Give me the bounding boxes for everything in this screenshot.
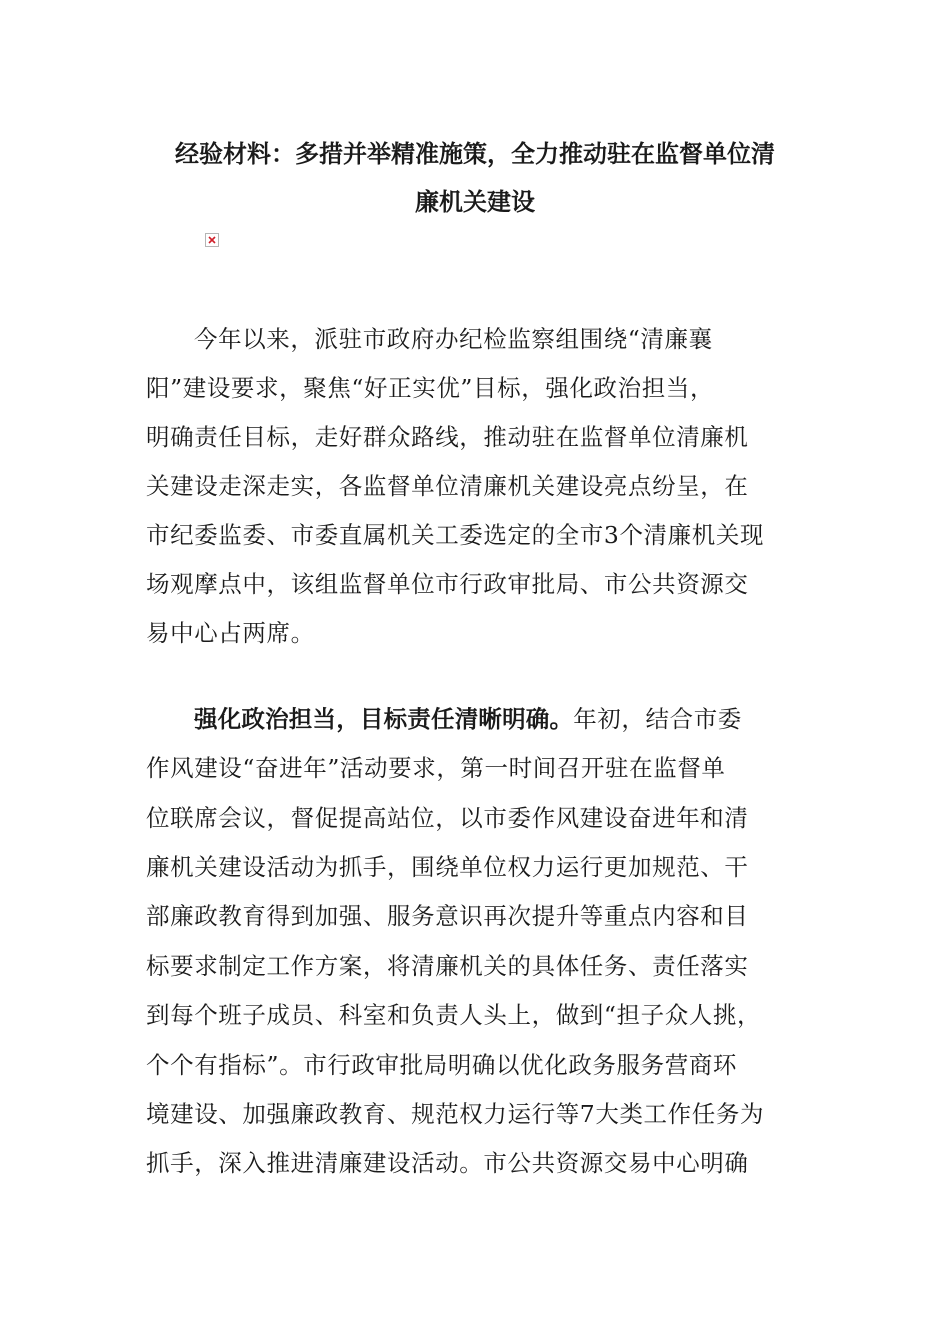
- paragraph-1-line: 市纪委监委、市委直属机关工委选定的全市3个清廉机关现: [146, 521, 765, 549]
- paragraph-1-line: 关建设走深走实，各监督单位清廉机关建设亮点纷呈，在: [146, 472, 749, 500]
- paragraph-1-line: 明确责任目标，走好群众路线，推动驻在监督单位清廉机: [146, 423, 749, 451]
- paragraph-1-line: 今年以来，派驻市政府办纪检监察组围绕“清廉襄: [194, 325, 713, 353]
- paragraph-2-first-line-text: 年初，结合市委: [573, 705, 742, 733]
- paragraph-2-line: 抓手，深入推进清廉建设活动。市公共资源交易中心明确: [146, 1149, 749, 1177]
- document-title-line-2: 廉机关建设: [415, 188, 535, 216]
- paragraph-2-line: 个个有指标”。市行政审批局明确以优化政务服务营商环: [146, 1051, 738, 1079]
- paragraph-2-line: 境建设、加强廉政教育、规范权力运行等7大类工作任务为: [146, 1100, 765, 1128]
- broken-image-icon: [205, 233, 219, 247]
- paragraph-2-line: 部廉政教育得到加强、服务意识再次提升等重点内容和目: [146, 902, 749, 930]
- paragraph-1-line: 场观摩点中，该组监督单位市行政审批局、市公共资源交: [146, 570, 749, 598]
- paragraph-2-heading: 强化政治担当，目标责任清晰明确。: [194, 705, 574, 733]
- paragraph-2-line: 位联席会议，督促提高站位，以市委作风建设奋进年和清: [146, 804, 749, 832]
- paragraph-2-line: 廉机关建设活动为抓手，围绕单位权力运行更加规范、干: [146, 853, 749, 881]
- paragraph-2-line: 标要求制定工作方案，将清廉机关的具体任务、责任落实: [146, 952, 749, 980]
- paragraph-1-line: 易中心占两席。: [146, 619, 315, 647]
- paragraph-2-line: 到每个班子成员、科室和负责人头上，做到“担子众人挑，: [146, 1001, 762, 1029]
- paragraph-1-line: 阳”建设要求，聚焦“好正实优”目标，强化政治担当，: [146, 374, 715, 402]
- document-title-line-1: 经验材料：多措并举精准施策，全力推动驻在监督单位清: [175, 140, 775, 168]
- paragraph-2-line: 作风建设“奋进年”活动要求，第一时间召开驻在监督单: [146, 754, 726, 782]
- paragraph-2-first-line: [194, 694, 742, 744]
